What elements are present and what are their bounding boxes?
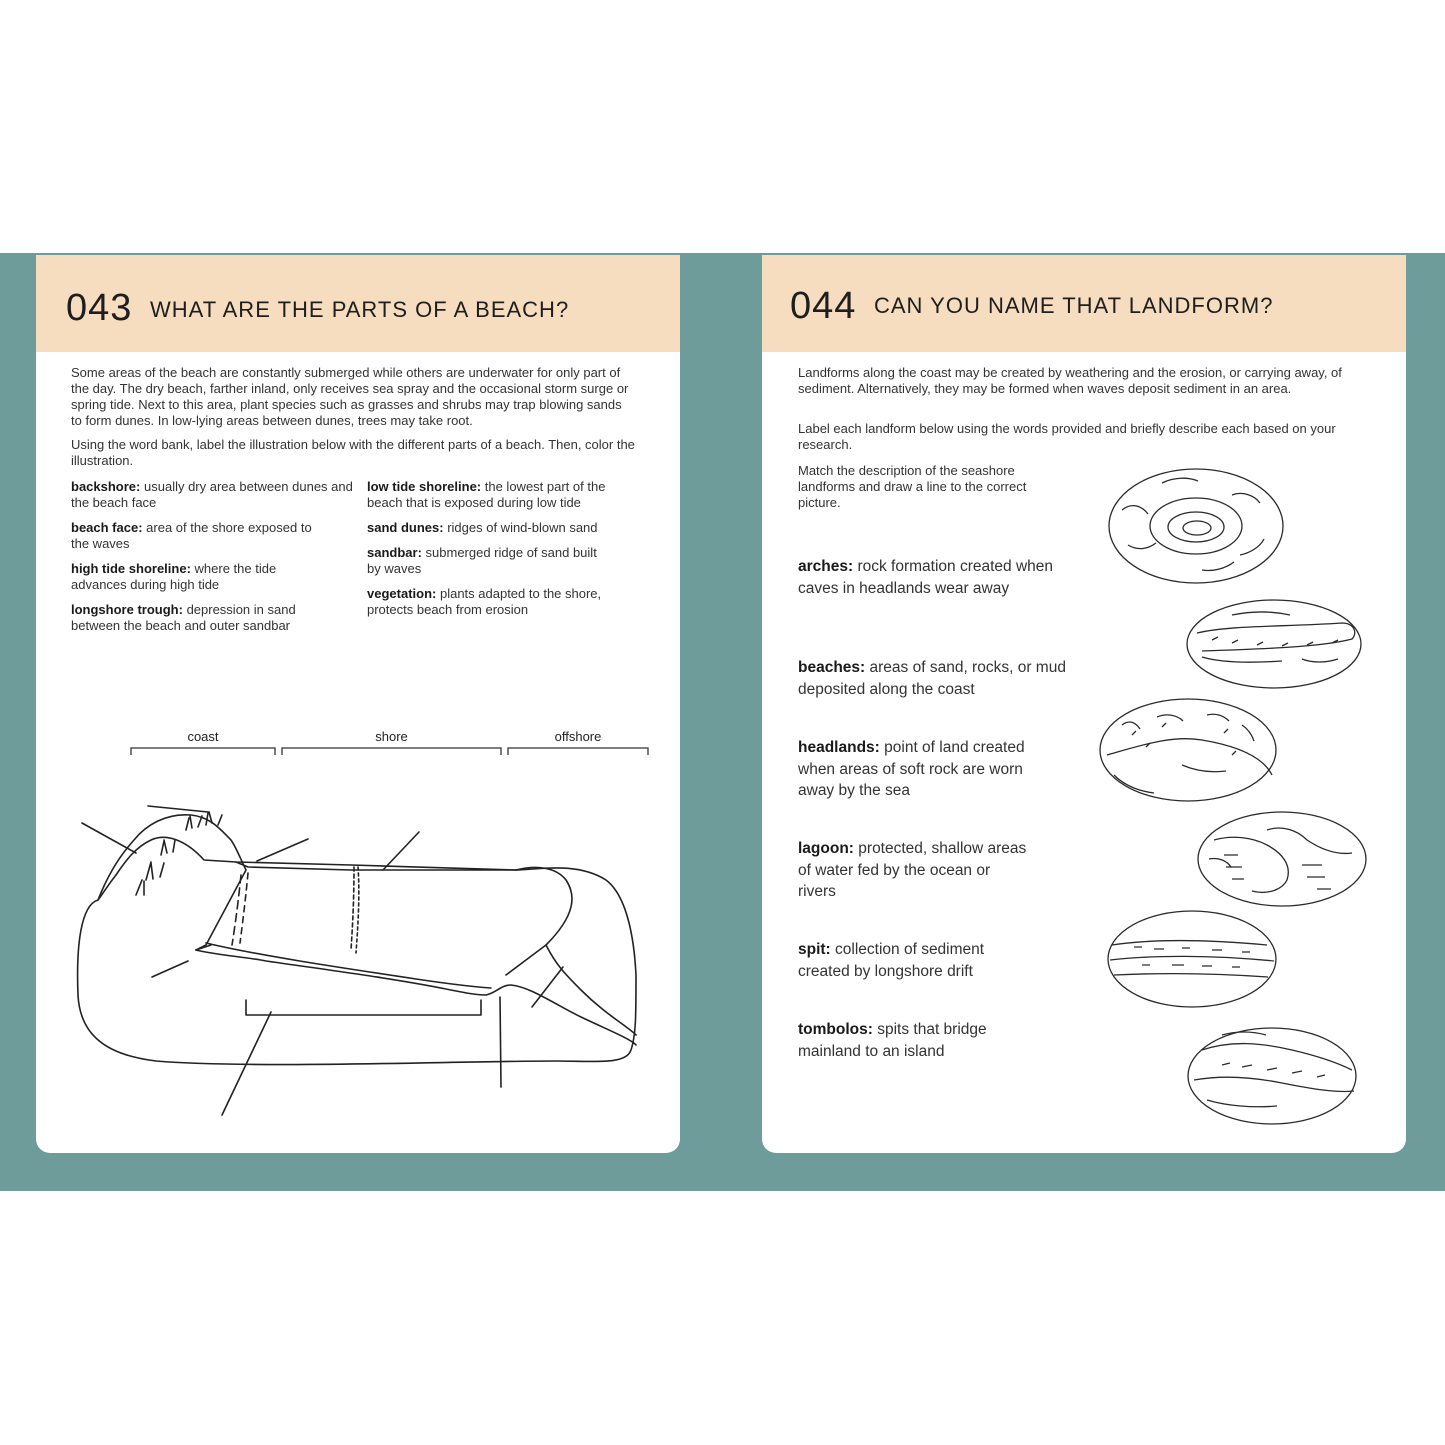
landform-picture-4 <box>1198 812 1366 906</box>
term: sandbar: <box>367 545 422 560</box>
page-title: CAN YOU NAME THAT LANDFORM? <box>874 293 1274 318</box>
zone-label-offshore: offshore <box>554 729 602 744</box>
term: high tide shoreline: <box>71 561 191 576</box>
term: beach face: <box>71 520 143 535</box>
definition: where the tide advances during high tide <box>71 561 277 592</box>
landform-picture-2 <box>1187 600 1361 688</box>
definition: ridges of wind-blown sand <box>447 520 598 535</box>
page-title: WHAT ARE THE PARTS OF A BEACH? <box>150 297 570 322</box>
right-page <box>762 255 1406 1153</box>
term: arches: <box>798 558 854 575</box>
landform-picture-1 <box>1109 469 1283 583</box>
definition: depression in sand between the beach and outer sandbar <box>71 602 296 633</box>
term: low tide shoreline: <box>367 479 482 494</box>
definition: plants adapted to the shore, protects beach from erosion <box>367 586 602 617</box>
zone-label-coast: coast <box>187 729 219 744</box>
landform-picture-3 <box>1100 699 1276 801</box>
term: lagoon: <box>798 840 854 857</box>
intro-paragraph: Some areas of the beach are constantly submerged while others are underwater for only part of the day. The dry beach, farther inland, only receives sea spray and the occasional storm surge or spring tide. Next to this area, plant species such as grasses and shrubs may trap blowing sands to form dunes. In low-lying areas between dunes, trees may take root. <box>71 365 629 428</box>
instructions-paragraph: Using the word bank, label the illustration below with the different parts of a beach. Then, color the illustration. <box>71 437 635 468</box>
term: backshore: <box>71 479 141 494</box>
term: sand dunes: <box>367 520 444 535</box>
definition: protected, shallow areas of water fed by the ocean or rivers <box>798 840 1027 900</box>
term: beaches: <box>798 659 866 676</box>
definition: rock formation created when caves in headlands wear away <box>798 558 1054 597</box>
beach-cross-section-illustration <box>36 255 680 1153</box>
definition: submerged ridge of sand built by waves <box>367 545 597 576</box>
activity-number: 043 <box>66 287 133 329</box>
zone-label-shore: shore <box>375 729 408 744</box>
definition: collection of sediment created by longshore drift <box>798 941 985 980</box>
term: spit: <box>798 941 831 958</box>
definition: spits that bridge mainland to an island <box>798 1021 987 1060</box>
definition: point of land created when areas of soft rock are worn away by the sea <box>798 739 1025 799</box>
definition: areas of sand, rocks, or mud deposited along the coast <box>798 659 1066 698</box>
term: headlands: <box>798 739 880 756</box>
book-spread <box>0 253 1445 1191</box>
term: vegetation: <box>367 586 437 601</box>
definition: usually dry area between dunes and the beach face <box>71 479 353 510</box>
definition: the lowest part of the beach that is exposed during low tide <box>367 479 606 510</box>
term: longshore trough: <box>71 602 183 617</box>
instructions-paragraph: Label each landform below using the words provided and briefly describe each based on your research. <box>798 421 1336 452</box>
activity-number: 044 <box>790 285 857 327</box>
landform-pictures <box>762 255 1406 1153</box>
landform-picture-5 <box>1108 911 1276 1007</box>
left-page <box>36 255 680 1153</box>
term: tombolos: <box>798 1021 873 1038</box>
intro-paragraph: Landforms along the coast may be created by weathering and the erosion, or carrying away, of sediment. Alternatively, they may be formed when waves deposit sediment in an area. <box>798 365 1342 396</box>
landform-picture-6 <box>1188 1028 1356 1124</box>
match-prompt: Match the description of the seashore landforms and draw a line to the correct picture. <box>798 463 1027 510</box>
definition: area of the shore exposed to the waves <box>71 520 312 551</box>
